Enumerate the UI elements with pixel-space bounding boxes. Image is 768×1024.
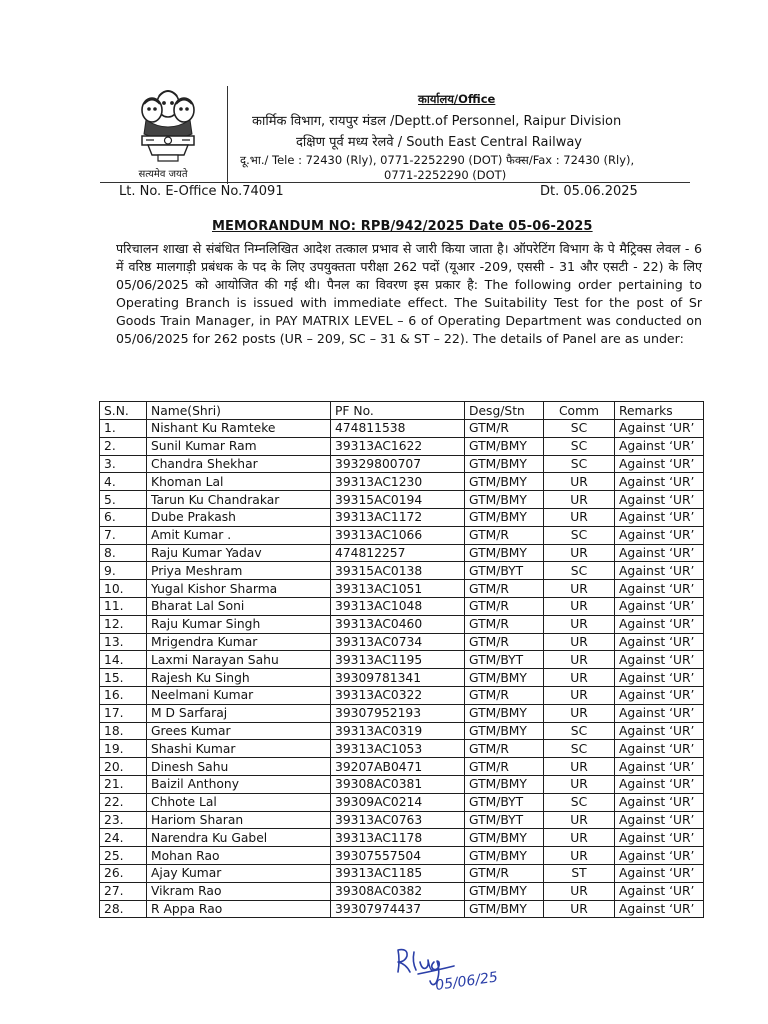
cell-sn: 13.: [100, 633, 147, 651]
cell-sn: 1.: [100, 420, 147, 438]
cell-remarks: Against ‘UR’: [615, 864, 704, 882]
cell-desg-stn: GTM/BMY: [465, 847, 544, 865]
office-label: कार्यालय/Office: [418, 92, 496, 106]
table-row: [100, 829, 704, 847]
cell-remarks: Against ‘UR’: [615, 420, 704, 438]
cell-desg-stn: GTM/BMY: [465, 455, 544, 473]
memorandum-hindi-paragraph: परिचालन शाखा से संबंधित निम्नलिखित आदेश तत्काल प्रभाव से जारी किया जाता है। ऑपरेटिंग विभाग के पे मैट्रिक्स लेवल - 6 में वरिष्ठ मालगाड़ी प्रबंधक के पद के लिए उपयुक्तता परीक्षा 262 पदों (यूआर -209, एससी - 31 और एसटी - 22) के लिए 05/06/2025 को आयोजित की गई थी। पैनल का विवरण इस प्रकार है:: [116, 241, 702, 292]
cell-pf-no: 39313AC1172: [331, 508, 465, 526]
cell-pf-no: 39309AC0214: [331, 793, 465, 811]
cell-sn: 5.: [100, 491, 147, 509]
cell-pf-no: 474811538: [331, 420, 465, 438]
cell-comm: UR: [544, 758, 615, 776]
cell-name: Baizil Anthony: [147, 775, 331, 793]
cell-comm: UR: [544, 544, 615, 562]
cell-name: Chandra Shekhar: [147, 455, 331, 473]
cell-name: Mohan Rao: [147, 847, 331, 865]
cell-sn: 19.: [100, 740, 147, 758]
cell-remarks: Against ‘UR’: [615, 544, 704, 562]
cell-remarks: Against ‘UR’: [615, 829, 704, 847]
cell-comm: UR: [544, 775, 615, 793]
cell-remarks: Against ‘UR’: [615, 473, 704, 491]
letter-number: Lt. No. E-Office No.74091: [119, 184, 284, 199]
cell-desg-stn: GTM/R: [465, 686, 544, 704]
cell-comm: UR: [544, 491, 615, 509]
cell-comm: UR: [544, 615, 615, 633]
header-sn: S.N.: [100, 402, 147, 420]
table-row: [100, 651, 704, 669]
cell-sn: 24.: [100, 829, 147, 847]
table-row: [100, 775, 704, 793]
cell-desg-stn: GTM/BMY: [465, 900, 544, 918]
cell-sn: 23.: [100, 811, 147, 829]
cell-remarks: Against ‘UR’: [615, 508, 704, 526]
table-row: [100, 882, 704, 900]
national-emblem-icon: [128, 82, 208, 178]
cell-remarks: Against ‘UR’: [615, 704, 704, 722]
table-row: [100, 633, 704, 651]
cell-desg-stn: GTM/R: [465, 580, 544, 598]
table-row: [100, 758, 704, 776]
cell-name: Vikram Rao: [147, 882, 331, 900]
cell-pf-no: 39313AC1195: [331, 651, 465, 669]
memorandum-title: MEMORANDUM NO: RPB/942/2025 Date 05-06-2025: [212, 219, 593, 234]
cell-comm: UR: [544, 704, 615, 722]
cell-name: Raju Kumar Yadav: [147, 544, 331, 562]
cell-sn: 3.: [100, 455, 147, 473]
cell-comm: UR: [544, 669, 615, 687]
cell-comm: UR: [544, 811, 615, 829]
cell-name: Ajay Kumar: [147, 864, 331, 882]
header-comm: Comm: [544, 402, 615, 420]
cell-desg-stn: GTM/R: [465, 633, 544, 651]
cell-pf-no: 39315AC0194: [331, 491, 465, 509]
table-row: [100, 722, 704, 740]
cell-sn: 18.: [100, 722, 147, 740]
cell-comm: SC: [544, 562, 615, 580]
cell-pf-no: 39313AC1230: [331, 473, 465, 491]
cell-remarks: Against ‘UR’: [615, 455, 704, 473]
header-remarks: Remarks: [615, 402, 704, 420]
cell-name: Bharat Lal Soni: [147, 597, 331, 615]
cell-pf-no: 39313AC0734: [331, 633, 465, 651]
cell-comm: UR: [544, 508, 615, 526]
cell-pf-no: 39313AC1178: [331, 829, 465, 847]
cell-desg-stn: GTM/R: [465, 597, 544, 615]
cell-name: Rajesh Ku Singh: [147, 669, 331, 687]
cell-comm: SC: [544, 740, 615, 758]
cell-remarks: Against ‘UR’: [615, 900, 704, 918]
cell-sn: 22.: [100, 793, 147, 811]
cell-desg-stn: GTM/R: [465, 615, 544, 633]
cell-comm: UR: [544, 829, 615, 847]
table-row: [100, 562, 704, 580]
cell-pf-no: 39309781341: [331, 669, 465, 687]
cell-remarks: Against ‘UR’: [615, 847, 704, 865]
table-row: [100, 811, 704, 829]
table-row: [100, 793, 704, 811]
cell-sn: 26.: [100, 864, 147, 882]
cell-remarks: Against ‘UR’: [615, 722, 704, 740]
cell-sn: 11.: [100, 597, 147, 615]
cell-remarks: Against ‘UR’: [615, 669, 704, 687]
cell-comm: UR: [544, 686, 615, 704]
cell-desg-stn: GTM/BMY: [465, 473, 544, 491]
cell-sn: 12.: [100, 615, 147, 633]
cell-name: Mrigendra Kumar: [147, 633, 331, 651]
cell-comm: UR: [544, 847, 615, 865]
cell-name: Chhote Lal: [147, 793, 331, 811]
memorandum-english-paragraph: The following order pertaining to Operating Branch is issued with immediate effect. The Suitability Test for the post of Sr Goods Train Manager, in PAY MATRIX LEVEL – 6 of Operating Department was conducted on 05/06/2025 for 262 posts (UR – 209, SC – 31 & ST – 22). The details of Panel are as under:: [116, 277, 702, 346]
cell-desg-stn: GTM/R: [465, 758, 544, 776]
cell-desg-stn: GTM/BMY: [465, 544, 544, 562]
handwritten-signature: [390, 940, 530, 1000]
cell-comm: SC: [544, 793, 615, 811]
panel-table-body: [100, 420, 704, 918]
cell-name: Sunil Kumar Ram: [147, 437, 331, 455]
table-row: [100, 508, 704, 526]
signature-date: 05/06/25: [434, 969, 499, 994]
cell-name: Yugal Kishor Sharma: [147, 580, 331, 598]
cell-remarks: Against ‘UR’: [615, 882, 704, 900]
cell-remarks: Against ‘UR’: [615, 615, 704, 633]
header-pf-no: PF No.: [331, 402, 465, 420]
cell-desg-stn: GTM/R: [465, 526, 544, 544]
table-row: [100, 580, 704, 598]
table-row: [100, 847, 704, 865]
table-row: [100, 740, 704, 758]
cell-desg-stn: GTM/BMY: [465, 437, 544, 455]
cell-remarks: Against ‘UR’: [615, 686, 704, 704]
cell-desg-stn: GTM/BYT: [465, 811, 544, 829]
cell-sn: 15.: [100, 669, 147, 687]
cell-remarks: Against ‘UR’: [615, 775, 704, 793]
cell-desg-stn: GTM/BYT: [465, 562, 544, 580]
cell-sn: 6.: [100, 508, 147, 526]
cell-pf-no: 39308AC0381: [331, 775, 465, 793]
cell-sn: 8.: [100, 544, 147, 562]
cell-remarks: Against ‘UR’: [615, 562, 704, 580]
cell-name: Amit Kumar .: [147, 526, 331, 544]
cell-comm: UR: [544, 597, 615, 615]
cell-sn: 27.: [100, 882, 147, 900]
header-divider-horizontal: [100, 182, 690, 183]
cell-comm: UR: [544, 900, 615, 918]
table-row: [100, 420, 704, 438]
cell-name: Grees Kumar: [147, 722, 331, 740]
cell-comm: UR: [544, 882, 615, 900]
cell-desg-stn: GTM/R: [465, 864, 544, 882]
cell-pf-no: 39313AC0322: [331, 686, 465, 704]
letter-date: Dt. 05.06.2025: [540, 184, 638, 199]
cell-sn: 7.: [100, 526, 147, 544]
table-row: [100, 686, 704, 704]
cell-pf-no: 39313AC1053: [331, 740, 465, 758]
table-row: [100, 491, 704, 509]
cell-comm: SC: [544, 420, 615, 438]
cell-pf-no: 39308AC0382: [331, 882, 465, 900]
table-row: [100, 526, 704, 544]
cell-pf-no: 39315AC0138: [331, 562, 465, 580]
cell-sn: 4.: [100, 473, 147, 491]
cell-pf-no: 474812257: [331, 544, 465, 562]
cell-name: Raju Kumar Singh: [147, 615, 331, 633]
cell-remarks: Against ‘UR’: [615, 597, 704, 615]
cell-pf-no: 39329800707: [331, 455, 465, 473]
cell-remarks: Against ‘UR’: [615, 651, 704, 669]
cell-pf-no: 39307952193: [331, 704, 465, 722]
table-row: [100, 473, 704, 491]
cell-remarks: Against ‘UR’: [615, 437, 704, 455]
cell-sn: 9.: [100, 562, 147, 580]
cell-sn: 17.: [100, 704, 147, 722]
cell-sn: 2.: [100, 437, 147, 455]
header-department-line: कार्मिक विभाग, रायपुर मंडल /Deptt.of Personnel, Raipur Division: [252, 114, 622, 129]
header-contact-line: दू.भा./ Tele : 72430 (Rly), 0771-2252290 (DOT) फैक्स/Fax : 72430 (Rly),: [240, 153, 635, 167]
cell-pf-no: 39307974437: [331, 900, 465, 918]
cell-sn: 25.: [100, 847, 147, 865]
cell-name: Laxmi Narayan Sahu: [147, 651, 331, 669]
cell-name: M D Sarfaraj: [147, 704, 331, 722]
cell-name: Hariom Sharan: [147, 811, 331, 829]
header-divider-vertical: [227, 86, 228, 184]
table-row: [100, 544, 704, 562]
cell-desg-stn: GTM/BMY: [465, 491, 544, 509]
cell-desg-stn: GTM/BMY: [465, 704, 544, 722]
cell-pf-no: 39313AC1185: [331, 864, 465, 882]
table-row: [100, 597, 704, 615]
header-name: Name(Shri): [147, 402, 331, 420]
cell-pf-no: 39313AC1066: [331, 526, 465, 544]
cell-remarks: Against ‘UR’: [615, 491, 704, 509]
emblem-motto: सत्यमेव जयते: [138, 169, 188, 180]
cell-remarks: Against ‘UR’: [615, 633, 704, 651]
table-header-row: [100, 402, 704, 420]
memorandum-body: [116, 240, 702, 348]
cell-name: Narendra Ku Gabel: [147, 829, 331, 847]
cell-comm: UR: [544, 473, 615, 491]
table-row: [100, 615, 704, 633]
cell-name: Priya Meshram: [147, 562, 331, 580]
cell-name: Dinesh Sahu: [147, 758, 331, 776]
cell-comm: UR: [544, 580, 615, 598]
table-row: [100, 704, 704, 722]
cell-pf-no: 39313AC1051: [331, 580, 465, 598]
cell-desg-stn: GTM/R: [465, 420, 544, 438]
cell-remarks: Against ‘UR’: [615, 740, 704, 758]
panel-table: [99, 401, 704, 918]
cell-sn: 21.: [100, 775, 147, 793]
cell-sn: 20.: [100, 758, 147, 776]
cell-name: Tarun Ku Chandrakar: [147, 491, 331, 509]
cell-name: Neelmani Kumar: [147, 686, 331, 704]
cell-pf-no: 39307557504: [331, 847, 465, 865]
cell-name: Khoman Lal: [147, 473, 331, 491]
cell-desg-stn: GTM/BMY: [465, 882, 544, 900]
cell-comm: ST: [544, 864, 615, 882]
header-railway-line: दक्षिण पूर्व मध्य रेलवे / South East Central Railway: [296, 135, 582, 150]
cell-sn: 16.: [100, 686, 147, 704]
cell-remarks: Against ‘UR’: [615, 758, 704, 776]
cell-comm: SC: [544, 455, 615, 473]
cell-comm: SC: [544, 722, 615, 740]
cell-remarks: Against ‘UR’: [615, 793, 704, 811]
cell-name: R Appa Rao: [147, 900, 331, 918]
cell-desg-stn: GTM/BYT: [465, 793, 544, 811]
cell-comm: SC: [544, 437, 615, 455]
cell-name: Nishant Ku Ramteke: [147, 420, 331, 438]
table-row: [100, 864, 704, 882]
cell-desg-stn: GTM/R: [465, 740, 544, 758]
cell-pf-no: 39313AC0763: [331, 811, 465, 829]
cell-name: Dube Prakash: [147, 508, 331, 526]
cell-desg-stn: GTM/BMY: [465, 722, 544, 740]
cell-comm: UR: [544, 633, 615, 651]
cell-pf-no: 39313AC1622: [331, 437, 465, 455]
cell-remarks: Against ‘UR’: [615, 811, 704, 829]
cell-sn: 10.: [100, 580, 147, 598]
cell-comm: SC: [544, 526, 615, 544]
cell-desg-stn: GTM/BYT: [465, 651, 544, 669]
header-contact-line-2: 0771-2252290 (DOT): [384, 168, 507, 182]
cell-pf-no: 39313AC1048: [331, 597, 465, 615]
cell-pf-no: 39313AC0460: [331, 615, 465, 633]
header-desg-stn: Desg/Stn: [465, 402, 544, 420]
cell-desg-stn: GTM/BMY: [465, 829, 544, 847]
cell-desg-stn: GTM/BMY: [465, 775, 544, 793]
table-row: [100, 900, 704, 918]
cell-name: Shashi Kumar: [147, 740, 331, 758]
table-row: [100, 437, 704, 455]
cell-desg-stn: GTM/BMY: [465, 508, 544, 526]
cell-remarks: Against ‘UR’: [615, 526, 704, 544]
table-row: [100, 669, 704, 687]
cell-sn: 28.: [100, 900, 147, 918]
cell-pf-no: 39207AB0471: [331, 758, 465, 776]
cell-pf-no: 39313AC0319: [331, 722, 465, 740]
table-row: [100, 455, 704, 473]
cell-desg-stn: GTM/BMY: [465, 669, 544, 687]
cell-comm: UR: [544, 651, 615, 669]
cell-remarks: Against ‘UR’: [615, 580, 704, 598]
cell-sn: 14.: [100, 651, 147, 669]
